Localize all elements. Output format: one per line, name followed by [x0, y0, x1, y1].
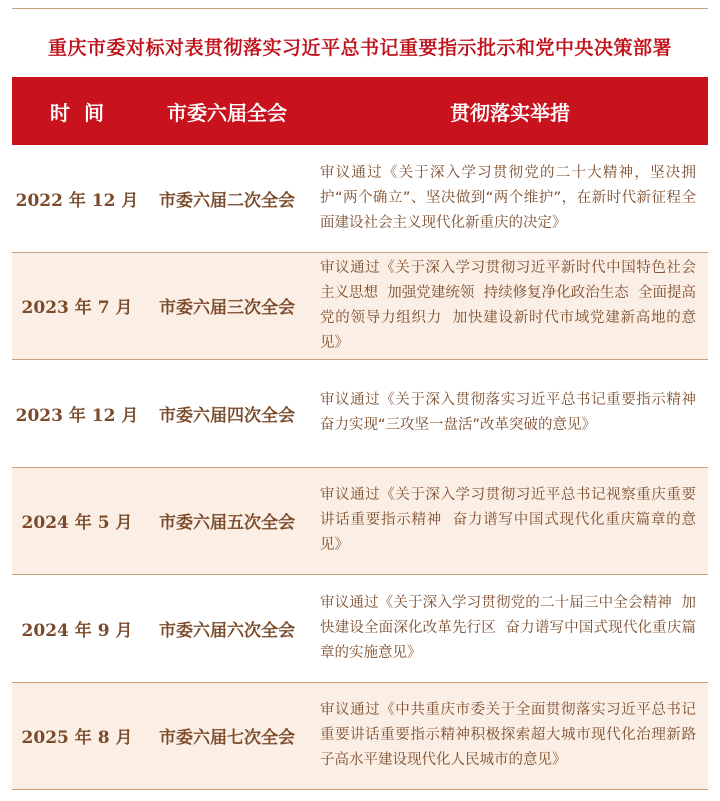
table-body — [12, 145, 708, 790]
row-time: 2025 年 8 月 — [21, 728, 133, 749]
row-session: 市委六届六次全会 — [159, 620, 295, 641]
row-session: 市委六届五次全会 — [159, 513, 295, 534]
row-session: 市委六届二次全会 — [159, 190, 295, 211]
table-row — [12, 683, 708, 791]
row-time: 2022 年 12 月 — [15, 190, 139, 211]
row-measure: 审议通过《关于深入学习贯彻党的二十大精神，坚决拥护“两个确立”、坚决做到“两个维护”，在新时代新征程全面建设社会主义现代化新重庆的决定》 — [320, 164, 696, 231]
table-row — [12, 253, 708, 361]
header-session: 市委六届全会 — [167, 100, 287, 125]
row-session: 市委六届七次全会 — [159, 728, 295, 749]
table-row — [12, 468, 708, 576]
row-time: 2024 年 5 月 — [21, 513, 133, 534]
table-row — [12, 360, 708, 468]
table-row — [12, 575, 708, 683]
header-measures: 贯彻落实举措 — [450, 100, 570, 125]
table-row — [12, 145, 708, 253]
table-header — [12, 77, 708, 145]
row-time: 2024 年 9 月 — [21, 620, 133, 641]
row-measure: 审议通过《关于深入学习贯彻党的二十届三中全会精神 加快建设全面深化改革先行区 奋力谱写中国式现代化重庆篇章的实施意见》 — [320, 594, 696, 661]
row-session: 市委六届四次全会 — [159, 405, 295, 426]
page-title: 重庆市委对标对表贯彻落实习近平总书记重要指示批示和党中央决策部署 — [47, 36, 672, 59]
top-divider — [12, 8, 708, 9]
row-time: 2023 年 7 月 — [21, 298, 133, 319]
row-measure: 审议通过《关于深入贯彻落实习近平总书记重要指示精神 奋力实现“三攻坚一盘活”改革突破的意见》 — [320, 392, 706, 434]
row-measure: 审议通过《中共重庆市委关于全面贯彻落实习近平总书记重要讲话重要指示精神积极探索超大城市现代化治理新路子高水平建设现代化人民城市的意见》 — [320, 702, 696, 769]
row-session: 市委六届三次全会 — [159, 298, 295, 319]
row-measure: 审议通过《关于深入学习贯彻习近平总书记视察重庆重要讲话重要指示精神 奋力谱写中国式现代化重庆篇章的意见》 — [320, 487, 696, 554]
header-time: 时 间 — [50, 100, 104, 125]
row-time: 2023 年 12 月 — [15, 405, 139, 426]
row-measure: 审议通过《关于深入学习贯彻习近平新时代中国特色社会主义思想 加强党建统领 持续修复净化政治生态 全面提高党的领导力组织力 加快建设新时代市域党建新高地的意见》 — [320, 259, 696, 351]
